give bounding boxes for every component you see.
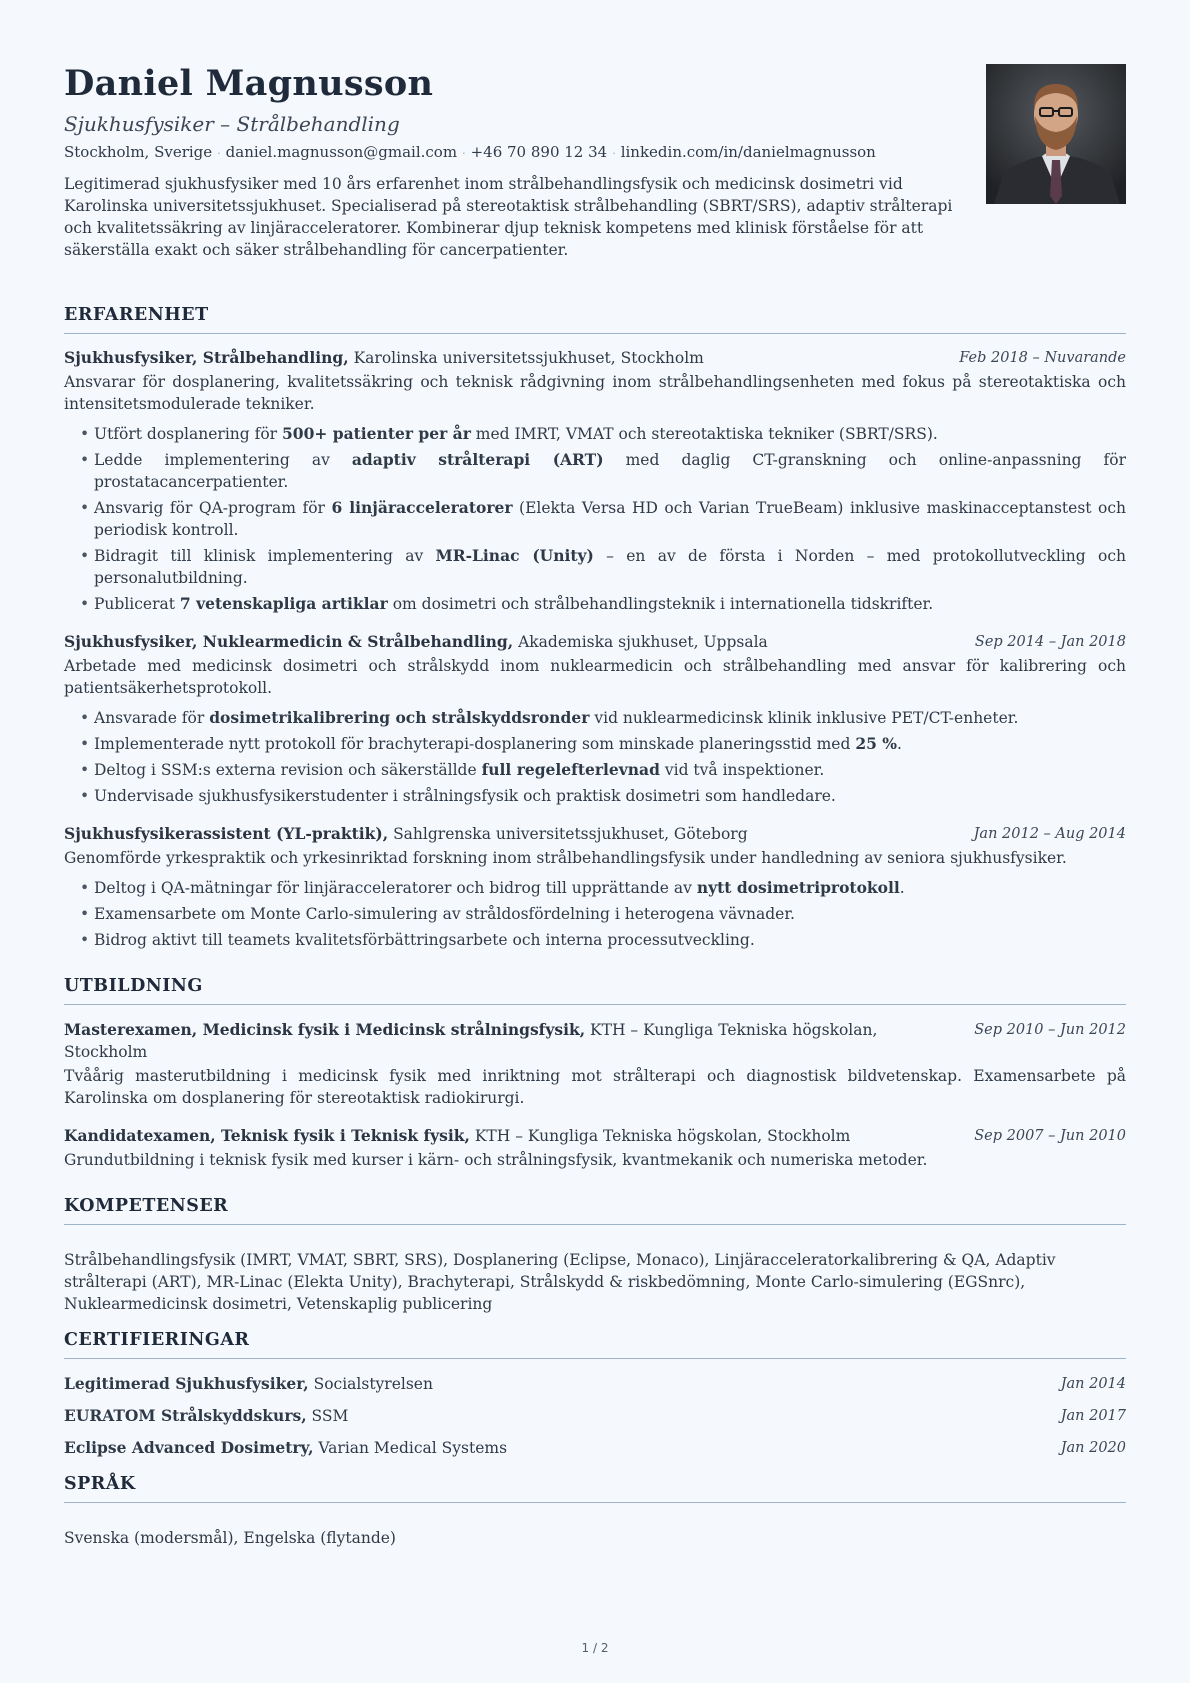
phone-number[interactable]: +46 70 890 12 34	[470, 143, 608, 161]
entry-date: Jan 2012 – Aug 2014	[973, 826, 1126, 842]
separator: ·	[462, 147, 466, 160]
achievement-highlight: nytt dosimetriprotokoll	[696, 878, 900, 897]
achievement-text: Bidrog aktivt till teamets kvalitetsförbättringsarbete och interna processutveckling.	[94, 931, 755, 949]
achievement-text: om dosimetri och strålbehandlingsteknik i internationella tidskrifter.	[387, 595, 934, 613]
entry-date: Sep 2014 – Jan 2018	[974, 634, 1126, 650]
achievement-highlight: adaptiv strålterapi (ART)	[351, 450, 604, 469]
achievement-text: .	[897, 735, 902, 753]
certification-name: EURATOM Strålskyddskurs,	[64, 1406, 307, 1425]
section-title-skills: KOMPETENSER	[64, 1195, 1126, 1225]
achievement-text: Ansvarade för	[94, 709, 210, 727]
achievement-item	[80, 877, 1126, 899]
education-list	[64, 1019, 1126, 1171]
certification-item	[64, 1373, 1126, 1395]
certification-issuer: SSM	[311, 1407, 349, 1425]
experience-entry	[64, 631, 1126, 807]
separator: ·	[217, 147, 221, 160]
achievement-highlight: dosimetrikalibrering och strålskyddsronder	[209, 708, 590, 727]
achievement-text: (Elekta Versa HD och Varian TrueBeam) inklusive maskinacceptanstest och periodisk kontroll.	[94, 499, 1126, 539]
entry-heading	[64, 631, 1126, 653]
skills-list: Strålbehandlingsfysik (IMRT, VMAT, SBRT, SRS), Dosplanering (Eclipse, Monaco), Linjäracceleratorkalibrering & QA, Adaptiv strålterapi (ART), MR-Linac (Elekta Unity), Brachyterapi, Strålskydd & riskbedömning, Monte Carlo-simulering (EGSnrc), Nuklearmedicinsk dosimetri, Vetenskaplig publicering	[64, 1251, 1056, 1313]
entry-date: Feb 2018 – Nuvarande	[959, 350, 1126, 366]
achievement-highlight: 500+ patienter per år	[282, 424, 471, 443]
achievement-item	[80, 785, 1126, 807]
achievement-highlight: 25 %	[855, 734, 898, 753]
achievement-list	[64, 877, 1126, 951]
education-section	[64, 975, 1126, 1171]
achievement-text: Ansvarig för QA-program för	[94, 499, 332, 517]
education-entry	[64, 1125, 1126, 1171]
achievement-text: Ledde implementering av	[94, 451, 352, 469]
certification-list	[64, 1373, 1126, 1459]
languages-list: Svenska (modersmål), Engelska (flytande)	[64, 1529, 396, 1547]
job-role: Sjukhusfysiker, Strålbehandling,	[64, 348, 349, 367]
entry-heading	[64, 1019, 1126, 1063]
section-title-education: UTBILDNING	[64, 975, 1126, 1005]
achievement-text: .	[899, 879, 905, 897]
achievement-text: med daglig CT-granskning och online-anpassning för prostatacancerpatienter.	[94, 451, 1127, 491]
achievement-item	[80, 497, 1126, 541]
entry-description: Arbetade med medicinsk dosimetri och strålskydd inom nuklearmedicin och strålbehandling med ansvar för kalibrering och patientsäkerhetsprotokoll.	[64, 657, 1126, 697]
separator: ·	[612, 147, 616, 160]
achievement-item	[80, 759, 1126, 781]
email-link[interactable]: daniel.magnusson@gmail.com	[225, 143, 458, 161]
achievement-item	[80, 733, 1126, 755]
profile-summary: Legitimerad sjukhusfysiker med 10 års erfarenhet inom strålbehandlingsfysik och medicinsk dosimetri vid Karolinska universitetssjukhuset. Specialiserad på stereotaktisk strålbehandling (SBRT/SRS), adaptiv strålterapi och kvalitetssäkring av linjäracceleratorer. Kombinerar djup teknisk kompetens med klinisk förståelse för att säkerställa exakt och säker strålbehandling för cancerpatienter.	[64, 175, 953, 259]
certification-issuer: Socialstyrelsen	[313, 1375, 433, 1393]
achievement-text: Bidragit till klinisk implementering av	[94, 547, 436, 565]
achievement-item	[80, 707, 1126, 729]
certification-date: Jan 2014	[1060, 1376, 1126, 1392]
achievement-highlight: MR-Linac (Unity)	[435, 546, 594, 565]
achievement-item	[80, 903, 1126, 925]
location: Stockholm, Sverige	[64, 143, 213, 161]
experience-entry	[64, 347, 1126, 615]
entry-description: Ansvarar för dosplanering, kvalitetssäkring och teknisk rådgivning inom strålbehandlingsenheten med fokus på stereotaktiska och intensitetsmodulerade tekniker.	[64, 373, 1126, 413]
page-number: 1 / 2	[581, 1641, 609, 1655]
employer: Karolinska universitetssjukhuset, Stockholm	[353, 349, 704, 367]
entry-description: Tvåårig masterutbildning i medicinsk fysik med inriktning mot strålterapi och diagnostisk bildvetenskap. Examensarbete på Karolinska om dosplanering för stereotaktisk radiokirurgi.	[64, 1067, 1126, 1107]
languages-section	[64, 1473, 1126, 1549]
achievement-item	[80, 423, 1126, 445]
achievement-text: Undervisade sjukhusfysikerstudenter i strålningsfysik och praktisk dosimetri som handledare.	[94, 787, 836, 805]
achievement-text: med IMRT, VMAT och stereotaktiska tekniker (SBRT/SRS).	[470, 425, 938, 443]
achievement-highlight: full regelefterlevnad	[481, 760, 660, 779]
candidate-name: Daniel Magnusson	[64, 63, 434, 104]
certification-issuer: Varian Medical Systems	[318, 1439, 508, 1457]
achievement-item	[80, 545, 1126, 589]
entry-date: Sep 2007 – Jun 2010	[974, 1128, 1126, 1144]
achievement-text: Implementerade nytt protokoll för brachyterapi-dosplanering som minskade planeringsstid med	[94, 735, 856, 753]
achievement-highlight: 7 vetenskapliga artiklar	[179, 594, 388, 613]
achievement-text: Utfört dosplanering för	[94, 425, 283, 443]
achievement-item	[80, 593, 1126, 615]
header	[64, 62, 1126, 268]
achievement-text: – en av de första i Norden – med protokollutveckling och personalutbildning.	[94, 547, 1127, 587]
entry-date: Sep 2010 – Jun 2012	[974, 1022, 1126, 1038]
school: KTH – Kungliga Tekniska högskolan, Stockholm	[64, 1021, 878, 1061]
section-title-certifications: CERTIFIERINGAR	[64, 1329, 1126, 1359]
achievement-item	[80, 449, 1126, 493]
section-title-languages: SPRÅK	[64, 1473, 1126, 1503]
achievement-list	[64, 423, 1126, 615]
contact-line	[64, 142, 1126, 164]
achievement-text: Deltog i SSM:s externa revision och säkerställde	[94, 761, 482, 779]
achievement-text: Examensarbete om Monte Carlo-simulering av stråldosfördelning i heterogena vävnader.	[94, 905, 795, 923]
certifications-section	[64, 1329, 1126, 1459]
achievement-text: vid två inspektioner.	[659, 761, 825, 779]
job-title: Sjukhusfysiker – Strålbehandling	[64, 112, 400, 136]
school: KTH – Kungliga Tekniska högskolan, Stockholm	[474, 1127, 851, 1145]
skills-section	[64, 1195, 1126, 1315]
entry-heading	[64, 823, 1126, 845]
experience-list	[64, 347, 1126, 951]
entry-heading	[64, 1125, 1126, 1147]
job-role: Sjukhusfysiker, Nuklearmedicin & Strålbehandling,	[64, 632, 514, 651]
entry-description: Genomförde yrkespraktik och yrkesinriktad forskning inom strålbehandlingsfysik under handledning av seniora sjukhusfysiker.	[64, 849, 1067, 867]
certification-item	[64, 1405, 1126, 1427]
achievement-highlight: 6 linjäracceleratorer	[331, 498, 513, 517]
achievement-list	[64, 707, 1126, 807]
degree: Kandidatexamen, Teknisk fysik i Teknisk fysik,	[64, 1126, 470, 1145]
job-role: Sjukhusfysikerassistent (YL-praktik),	[64, 824, 389, 843]
certification-item	[64, 1437, 1126, 1459]
certification-name: Legitimerad Sjukhusfysiker,	[64, 1374, 309, 1393]
education-entry	[64, 1019, 1126, 1109]
experience-section	[64, 304, 1126, 951]
certification-date: Jan 2020	[1060, 1440, 1126, 1456]
employer: Akademiska sjukhuset, Uppsala	[518, 633, 768, 651]
achievement-text: Publicerat	[94, 595, 180, 613]
linkedin-link[interactable]: linkedin.com/in/danielmagnusson	[620, 143, 876, 161]
degree: Masterexamen, Medicinsk fysik i Medicinsk strålningsfysik,	[64, 1020, 586, 1039]
experience-entry	[64, 823, 1126, 951]
profile-photo	[986, 64, 1126, 204]
entry-description: Grundutbildning i teknisk fysik med kurser i kärn- och strålningsfysik, kvantmekanik och numeriska metoder.	[64, 1151, 928, 1169]
achievement-item	[80, 929, 1126, 951]
section-title-experience: ERFARENHET	[64, 304, 1126, 334]
certification-date: Jan 2017	[1060, 1408, 1126, 1424]
certification-name: Eclipse Advanced Dosimetry,	[64, 1438, 314, 1457]
employer: Sahlgrenska universitetssjukhuset, Göteborg	[393, 825, 748, 843]
achievement-text: vid nuklearmedicinsk klinik inklusive PET/CT-enheter.	[589, 709, 1019, 727]
achievement-text: Deltog i QA-mätningar för linjäracceleratorer och bidrog till upprättande av	[94, 879, 697, 897]
